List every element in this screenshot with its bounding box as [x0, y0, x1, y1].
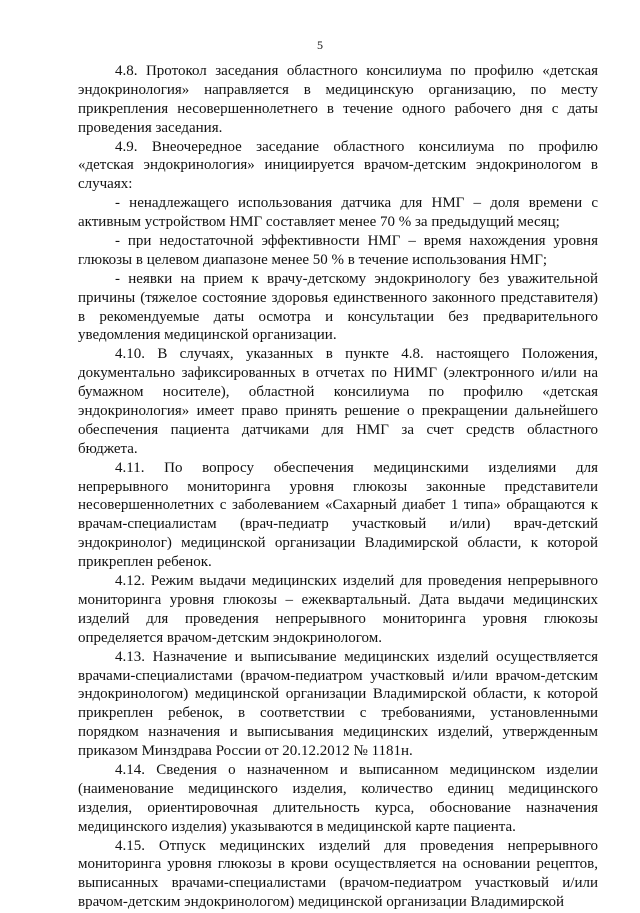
- text-line: 4.11. По вопросу обеспечения медицинскими изделиями для: [115, 459, 598, 476]
- text-line: 4.15. Отпуск медицинских изделий для проведения непрерывного: [115, 837, 598, 854]
- text-line: непрерывного мониторинга уровня глюкозы законные представители: [78, 478, 598, 495]
- paragraph-p-4-15: [78, 837, 598, 913]
- paragraph-p-4-8: [78, 62, 598, 138]
- text-line: определяется врачом-детским эндокринологом.: [78, 629, 382, 646]
- paragraph-p-bullet-2: [78, 232, 598, 270]
- paragraph-p-4-9: [78, 138, 598, 195]
- text-line: несовершеннолетних с заболеванием «Сахарный диабет 1 типа» обращаются к: [78, 497, 598, 514]
- document-body: [78, 62, 598, 912]
- text-line: изделий для проведения непрерывного мониторинга уровня глюкозы: [78, 610, 598, 627]
- paragraph-p-bullet-1: [78, 194, 598, 232]
- text-line: врачом-детским эндокринологом) медицинской организации Владимирской: [78, 894, 565, 911]
- text-line: 4.8. Протокол заседания областного консилиума по профилю «детская: [115, 63, 598, 79]
- paragraph-p-4-11: [78, 459, 598, 572]
- text-line: - ненадлежащего использования датчика для НМГ – доля времени с: [115, 195, 598, 212]
- text-line: эндокринология» имеет право принять решение о прекращении дальнейшего: [78, 403, 598, 420]
- text-line: документально зафиксированных в отчетах по НИМГ (электронного и/или на: [78, 365, 598, 382]
- text-line: изделия, ориентировочная длительность курса, обоснование назначения: [78, 799, 598, 816]
- text-line: уведомления медицинской организации.: [78, 327, 337, 344]
- text-line: обеспечения пациента датчиками для НМГ за счет средств областного: [78, 421, 598, 438]
- page-number: 5: [317, 38, 323, 52]
- text-line: активным устройством НМГ составляет менее 70 % за предыдущий месяц;: [78, 214, 560, 231]
- text-line: эндокринология» направляется в медицинскую организацию, по месту: [78, 81, 598, 98]
- text-line: 4.13. Назначение и выписывание медицинских изделий осуществляется: [115, 648, 598, 665]
- text-line: 4.12. Режим выдачи медицинских изделий для проведения непрерывного: [115, 573, 598, 590]
- text-line: прикрепления несовершеннолетнего в течение одного рабочего дня с даты: [78, 100, 598, 117]
- text-line: в рекомендуемые даты осмотра и консультации без предварительного: [78, 308, 598, 325]
- text-line: 4.10. В случаях, указанных в пункте 4.8. настоящего Положения,: [115, 346, 598, 363]
- text-line: врачам-специалистам (врач-педиатр участковый и/или) врач-детский: [78, 516, 598, 533]
- text-line: 4.14. Сведения о назначенном и выписанном медицинском изделии: [115, 761, 598, 778]
- text-line: прикреплен ребенок, в соответствии с требованиями, установленными: [78, 705, 598, 722]
- paragraph-p-4-12: [78, 572, 598, 648]
- text-line: медицинского изделия) указываются в медицинской карте пациента.: [78, 818, 516, 835]
- text-line: приказом Минздрава России от 20.12.2012 № 1181н.: [78, 743, 413, 760]
- text-line: 4.9. Внеочередное заседание областного консилиума по профилю: [115, 138, 598, 155]
- paragraph-p-4-14: [78, 761, 598, 837]
- text-line: мониторинга уровня глюкозы в крови осуществляется на основании рецептов,: [78, 856, 598, 873]
- text-line: эндокринолог) медицинской организации Владимирской области, к которой: [78, 535, 598, 552]
- text-line: - неявки на прием к врачу-детскому эндокринологу без уважительной: [115, 270, 598, 287]
- text-line: причины (тяжелое состояние здоровья единственного законного представителя): [78, 289, 598, 306]
- text-line: эндокринологом) медицинской организации Владимирской области, к которой: [78, 686, 598, 703]
- paragraph-p-bullet-3: [78, 270, 598, 346]
- text-line: проведения заседания.: [78, 119, 223, 136]
- text-line: мониторинга уровня глюкозы – ежеквартальный. Дата выдачи медицинских: [78, 591, 598, 608]
- text-line: глюкозы в целевом диапазоне менее 50 % в течение использования НМГ;: [78, 251, 548, 268]
- text-line: «детская эндокринология» инициируется врачом-детским эндокринологом в: [78, 157, 598, 174]
- text-line: порядком назначения и выписывания медицинских изделий, утвержденным: [78, 724, 598, 741]
- text-line: врачами-специалистами (врачом-педиатром участковый и/или врачом-детским: [78, 667, 598, 684]
- paragraph-p-4-13: [78, 648, 598, 761]
- text-line: (наименование медицинского изделия, количество единиц медицинского: [78, 780, 598, 797]
- text-line: бумажном носителе), областной консилиума по профилю «детская: [78, 384, 598, 401]
- text-line: выписанных врачами-специалистами (врачом-педиатром участковый и/или: [78, 875, 598, 892]
- text-line: прикреплен ребенок.: [78, 554, 212, 571]
- text-line: случаях:: [78, 176, 133, 193]
- paragraph-p-4-10: [78, 345, 598, 458]
- text-line: бюджета.: [78, 440, 138, 457]
- text-line: - при недостаточной эффективности НМГ – время нахождения уровня: [115, 233, 598, 250]
